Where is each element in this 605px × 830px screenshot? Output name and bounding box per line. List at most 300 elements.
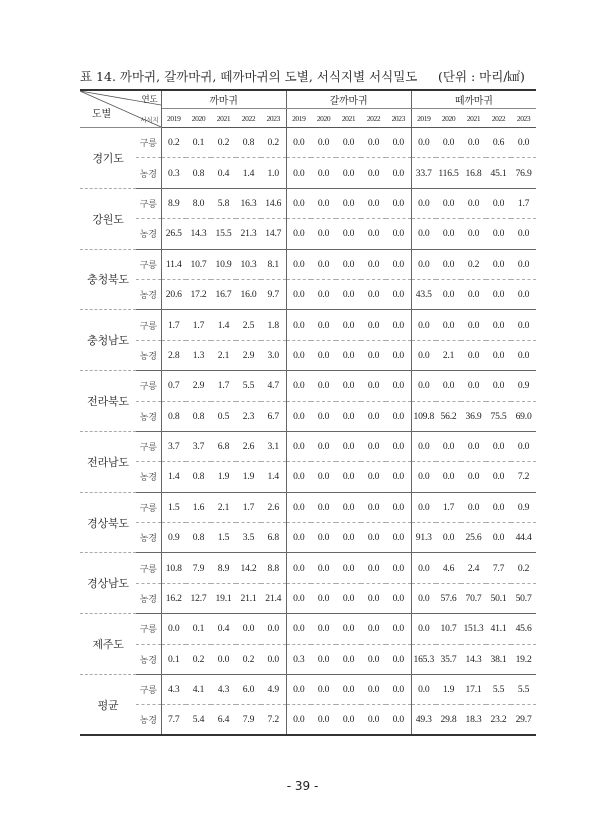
density-cell: 44.4 [511, 523, 536, 553]
density-cell: 0.0 [261, 644, 286, 674]
density-cell: 0.0 [336, 219, 361, 249]
density-cell: 5.8 [211, 188, 236, 218]
habitat-type: 농경 [136, 401, 161, 431]
density-cell: 0.0 [286, 614, 311, 644]
density-cell: 16.8 [461, 158, 486, 188]
habitat-type: 농경 [136, 279, 161, 309]
table-caption [80, 67, 540, 85]
region-name: 전라북도 [80, 371, 136, 432]
density-cell: 0.0 [361, 128, 386, 158]
table-row [80, 401, 536, 431]
density-cell: 0.0 [461, 188, 486, 218]
density-cell: 0.0 [311, 431, 336, 461]
density-cell: 0.0 [411, 462, 436, 492]
density-cell: 0.0 [386, 371, 411, 401]
density-cell: 0.0 [386, 705, 411, 735]
density-cell: 0.0 [361, 583, 386, 613]
density-cell: 0.0 [411, 583, 436, 613]
table-row [80, 431, 536, 461]
density-cell: 0.0 [386, 128, 411, 158]
density-cell: 2.5 [236, 310, 261, 340]
density-value-wrapped: 151.3 [463, 624, 484, 635]
density-cell: 1.0 [261, 158, 286, 188]
year-header: 2022 [361, 109, 386, 128]
density-cell: 0.0 [286, 371, 311, 401]
density-cell: 0.0 [336, 583, 361, 613]
density-cell: 0.0 [361, 401, 386, 431]
habitat-type: 구릉 [136, 614, 161, 644]
habitat-type: 농경 [136, 583, 161, 613]
density-cell: 57.6 [436, 583, 461, 613]
habitat-type: 농경 [136, 644, 161, 674]
density-cell: 4.6 [436, 553, 461, 583]
density-cell: 43.5 [411, 279, 436, 309]
density-cell: 0.0 [286, 462, 311, 492]
habitat-type: 구릉 [136, 553, 161, 583]
habitat-type: 농경 [136, 340, 161, 370]
density-cell: 0.1 [161, 644, 186, 674]
density-cell: 10.7 [436, 614, 461, 644]
density-cell: 0.0 [461, 462, 486, 492]
density-cell: 0.0 [236, 614, 261, 644]
year-header: 2023 [261, 109, 286, 128]
density-cell: 2.3 [236, 401, 261, 431]
table-row [80, 492, 536, 522]
density-cell: 0.0 [511, 219, 536, 249]
density-cell: 0.0 [386, 644, 411, 674]
density-cell: 16.0 [236, 279, 261, 309]
year-header: 2020 [186, 109, 211, 128]
density-cell: 0.0 [361, 644, 386, 674]
density-cell: 41.1 [486, 614, 511, 644]
year-header: 2021 [211, 109, 236, 128]
density-cell: 16.2 [161, 583, 186, 613]
density-cell: 0.3 [161, 158, 186, 188]
density-cell: 0.0 [361, 310, 386, 340]
year-header: 2019 [286, 109, 311, 128]
density-cell: 38.1 [486, 644, 511, 674]
density-cell: 0.0 [311, 675, 336, 705]
density-cell: 0.0 [286, 492, 311, 522]
habitat-type: 구릉 [136, 371, 161, 401]
density-cell: 17.2 [186, 279, 211, 309]
density-cell: 6.0 [236, 675, 261, 705]
density-cell: 0.0 [486, 523, 511, 553]
density-cell: 0.0 [411, 188, 436, 218]
table-row [80, 128, 536, 158]
density-cell: 0.0 [386, 675, 411, 705]
density-cell: 3.5 [236, 523, 261, 553]
density-cell: 0.0 [436, 371, 461, 401]
density-cell: 0.0 [361, 553, 386, 583]
density-cell: 1.9 [211, 462, 236, 492]
page-number: - 39 - [286, 779, 319, 793]
density-cell: 0.8 [161, 401, 186, 431]
density-cell: 0.0 [286, 158, 311, 188]
region-name: 강원도 [80, 188, 136, 249]
density-cell: 0.0 [336, 188, 361, 218]
density-cell: 8.8 [261, 553, 286, 583]
density-cell: 6.8 [261, 523, 286, 553]
density-cell: 0.0 [411, 675, 436, 705]
table-row [80, 249, 536, 279]
density-cell: 9.7 [261, 279, 286, 309]
habitat-type: 농경 [136, 462, 161, 492]
density-cell: 8.0 [186, 188, 211, 218]
density-cell: 0.0 [486, 188, 511, 218]
year-header: 2022 [486, 109, 511, 128]
density-cell: 0.0 [311, 371, 336, 401]
density-cell: 7.9 [186, 553, 211, 583]
density-cell: 33.7 [411, 158, 436, 188]
density-cell: 23.2 [486, 705, 511, 735]
density-cell: 1.4 [236, 158, 261, 188]
density-cell: 0.0 [386, 553, 411, 583]
density-cell: 1.6 [186, 492, 211, 522]
density-cell: 0.0 [336, 462, 361, 492]
density-cell: 0.0 [361, 462, 386, 492]
density-cell: 16.3 [236, 188, 261, 218]
density-cell: 16.7 [211, 279, 236, 309]
density-cell: 0.0 [486, 492, 511, 522]
density-cell: 7.9 [236, 705, 261, 735]
density-cell: 0.4 [211, 158, 236, 188]
density-cell: 0.0 [361, 492, 386, 522]
year-header: 2023 [386, 109, 411, 128]
density-cell: 3.1 [261, 431, 286, 461]
density-cell: 0.0 [336, 675, 361, 705]
density-cell: 21.1 [236, 583, 261, 613]
corner-header [80, 90, 161, 128]
group-header-rook: 떼까마귀 [411, 90, 536, 109]
region-name: 전라남도 [80, 431, 136, 492]
density-cell: 45.6 [511, 614, 536, 644]
density-cell: 8.9 [211, 553, 236, 583]
density-cell: 11.4 [161, 249, 186, 279]
density-cell: 0.0 [386, 583, 411, 613]
density-cell: 0.0 [386, 219, 411, 249]
density-cell: 0.2 [236, 644, 261, 674]
density-table [80, 89, 536, 736]
density-cell: 0.0 [336, 705, 361, 735]
habitat-type: 농경 [136, 523, 161, 553]
density-cell: 0.2 [511, 553, 536, 583]
year-header: 2021 [336, 109, 361, 128]
density-cell: 0.0 [461, 279, 486, 309]
density-cell: 12.7 [186, 583, 211, 613]
year-header: 2020 [311, 109, 336, 128]
table-row [80, 614, 536, 644]
density-cell: 0.0 [386, 492, 411, 522]
density-cell: 0.0 [411, 371, 436, 401]
density-cell: 0.0 [361, 705, 386, 735]
density-cell: 0.0 [311, 553, 336, 583]
table-row [80, 644, 536, 674]
density-cell: 0.0 [161, 614, 186, 644]
density-cell: 0.0 [211, 644, 236, 674]
density-cell: 20.6 [161, 279, 186, 309]
density-cell: 5.4 [186, 705, 211, 735]
region-name: 경상북도 [80, 492, 136, 553]
density-cell: 0.0 [461, 431, 486, 461]
density-cell: 1.4 [261, 462, 286, 492]
density-cell: 0.0 [286, 523, 311, 553]
density-cell: 0.0 [411, 128, 436, 158]
density-cell: 0.0 [436, 462, 461, 492]
density-cell: 0.0 [386, 158, 411, 188]
density-cell: 0.0 [286, 675, 311, 705]
density-cell: 0.0 [411, 249, 436, 279]
density-cell: 0.0 [311, 158, 336, 188]
density-cell: 0.8 [186, 462, 211, 492]
density-cell: 0.0 [311, 492, 336, 522]
density-cell: 0.0 [361, 219, 386, 249]
density-cell: 6.7 [261, 401, 286, 431]
habitat-type: 구릉 [136, 492, 161, 522]
density-cell: 18.3 [461, 705, 486, 735]
density-cell: 0.0 [336, 431, 361, 461]
table-row [80, 188, 536, 218]
density-cell: 0.4 [211, 614, 236, 644]
density-cell: 29.7 [511, 705, 536, 735]
density-cell: 1.3 [186, 340, 211, 370]
density-cell: 0.0 [336, 492, 361, 522]
table-body [80, 128, 536, 736]
density-cell: 0.8 [186, 401, 211, 431]
density-cell: 26.5 [161, 219, 186, 249]
density-cell: 1.7 [236, 492, 261, 522]
density-cell: 0.0 [361, 279, 386, 309]
density-cell: 7.7 [486, 553, 511, 583]
density-cell: 0.0 [286, 401, 311, 431]
density-cell: 3.0 [261, 340, 286, 370]
habitat-type: 구릉 [136, 188, 161, 218]
density-cell: 0.0 [486, 462, 511, 492]
density-cell: 0.0 [311, 401, 336, 431]
region-name: 경기도 [80, 128, 136, 189]
year-header: 2022 [236, 109, 261, 128]
table-row [80, 705, 536, 735]
density-cell: 0.2 [461, 249, 486, 279]
density-cell: 3.7 [186, 431, 211, 461]
density-cell: 7.7 [161, 705, 186, 735]
density-cell: 0.2 [186, 644, 211, 674]
density-cell: 0.2 [211, 128, 236, 158]
density-cell: 0.0 [311, 279, 336, 309]
density-cell: 10.3 [236, 249, 261, 279]
density-cell: 0.0 [511, 128, 536, 158]
density-cell: 8.1 [261, 249, 286, 279]
density-cell: 0.0 [311, 249, 336, 279]
density-cell: 165.3 [411, 644, 436, 674]
density-cell: 0.0 [311, 188, 336, 218]
table-row [80, 279, 536, 309]
density-cell: 2.1 [211, 492, 236, 522]
density-cell: 70.7 [461, 583, 486, 613]
corner-habitat-label: 서식지 [140, 117, 159, 124]
density-cell: 1.9 [436, 675, 461, 705]
density-cell: 0.0 [336, 553, 361, 583]
density-cell: 56.2 [436, 401, 461, 431]
density-cell: 116.5 [436, 158, 461, 188]
density-cell: 0.0 [311, 614, 336, 644]
density-cell: 0.0 [311, 462, 336, 492]
habitat-type: 농경 [136, 158, 161, 188]
density-cell: 0.0 [486, 249, 511, 279]
year-header: 2020 [436, 109, 461, 128]
density-cell: 0.0 [461, 310, 486, 340]
density-cell: 0.0 [361, 431, 386, 461]
density-cell: 0.0 [286, 340, 311, 370]
density-cell: 1.7 [186, 310, 211, 340]
density-cell: 4.3 [211, 675, 236, 705]
density-cell: 0.0 [286, 553, 311, 583]
density-cell: 6.8 [211, 431, 236, 461]
density-cell: 75.5 [486, 401, 511, 431]
density-cell: 0.0 [461, 492, 486, 522]
density-cell: 5.5 [236, 371, 261, 401]
density-cell: 1.7 [211, 371, 236, 401]
density-cell: 0.0 [336, 371, 361, 401]
density-cell: 0.0 [286, 128, 311, 158]
density-cell: 0.0 [311, 523, 336, 553]
density-cell: 1.5 [161, 492, 186, 522]
density-cell: 0.8 [186, 523, 211, 553]
density-cell: 0.0 [486, 340, 511, 370]
density-cell: 0.0 [511, 249, 536, 279]
region-name: 제주도 [80, 614, 136, 675]
density-cell: 2.1 [436, 340, 461, 370]
density-cell: 0.0 [386, 614, 411, 644]
density-cell: 0.0 [336, 401, 361, 431]
density-cell: 0.0 [361, 675, 386, 705]
density-cell: 2.9 [186, 371, 211, 401]
density-cell: 5.5 [511, 675, 536, 705]
density-cell: 14.7 [261, 219, 286, 249]
density-cell: 14.2 [236, 553, 261, 583]
density-cell: 0.0 [411, 553, 436, 583]
density-cell: 0.0 [411, 614, 436, 644]
density-cell: 0.0 [286, 219, 311, 249]
density-cell: 35.7 [436, 644, 461, 674]
density-cell: 0.0 [486, 310, 511, 340]
density-cell: 36.9 [461, 401, 486, 431]
density-cell: 0.0 [411, 340, 436, 370]
table-row [80, 371, 536, 401]
density-cell: 0.0 [411, 431, 436, 461]
density-cell: 0.0 [336, 523, 361, 553]
density-cell: 0.9 [511, 371, 536, 401]
density-cell: 0.0 [361, 371, 386, 401]
density-cell: 0.0 [286, 188, 311, 218]
density-cell: 1.4 [161, 462, 186, 492]
density-cell: 0.0 [386, 249, 411, 279]
density-cell: 2.6 [236, 431, 261, 461]
density-cell: 0.9 [511, 492, 536, 522]
density-cell: 0.0 [461, 128, 486, 158]
density-cell: 1.7 [436, 492, 461, 522]
region-name: 평균 [80, 675, 136, 736]
density-cell: 0.0 [286, 310, 311, 340]
year-header: 2021 [461, 109, 486, 128]
year-header: 2023 [511, 109, 536, 128]
density-cell: 0.0 [386, 340, 411, 370]
density-cell: 0.0 [336, 310, 361, 340]
table-row [80, 310, 536, 340]
density-cell: 0.0 [461, 371, 486, 401]
habitat-type: 농경 [136, 705, 161, 735]
density-cell: 6.4 [211, 705, 236, 735]
table-row [80, 583, 536, 613]
table-row [80, 675, 536, 705]
density-cell: 2.8 [161, 340, 186, 370]
density-cell: 0.0 [336, 158, 361, 188]
table-row [80, 553, 536, 583]
density-cell: 0.0 [311, 705, 336, 735]
density-cell: 21.3 [236, 219, 261, 249]
density-cell: 4.3 [161, 675, 186, 705]
density-cell: 0.0 [286, 583, 311, 613]
density-cell: 91.3 [411, 523, 436, 553]
density-cell: 0.1 [186, 128, 211, 158]
density-cell [461, 614, 486, 644]
table-row [80, 523, 536, 553]
density-cell: 4.7 [261, 371, 286, 401]
density-cell: 0.0 [336, 614, 361, 644]
density-cell: 19.2 [511, 644, 536, 674]
density-cell: 0.0 [361, 523, 386, 553]
density-cell: 0.0 [336, 340, 361, 370]
density-cell: 0.0 [486, 279, 511, 309]
density-cell: 76.9 [511, 158, 536, 188]
density-cell: 0.0 [286, 431, 311, 461]
density-cell: 0.7 [161, 371, 186, 401]
density-cell: 0.0 [361, 614, 386, 644]
density-cell: 0.0 [411, 492, 436, 522]
density-cell: 10.8 [161, 553, 186, 583]
density-cell: 0.0 [311, 128, 336, 158]
density-cell: 0.0 [311, 644, 336, 674]
density-cell: 4.9 [261, 675, 286, 705]
density-cell: 0.0 [436, 431, 461, 461]
density-cell: 0.3 [286, 644, 311, 674]
habitat-type: 구릉 [136, 128, 161, 158]
density-cell: 0.0 [386, 310, 411, 340]
density-cell: 50.1 [486, 583, 511, 613]
density-cell: 5.5 [486, 675, 511, 705]
year-header: 2019 [411, 109, 436, 128]
density-cell: 0.0 [436, 219, 461, 249]
region-name: 충청남도 [80, 310, 136, 371]
density-cell: 7.2 [261, 705, 286, 735]
density-cell: 1.7 [511, 188, 536, 218]
table-row [80, 462, 536, 492]
habitat-type: 구릉 [136, 249, 161, 279]
density-cell: 0.0 [511, 340, 536, 370]
density-cell: 0.0 [436, 523, 461, 553]
density-cell: 0.0 [436, 310, 461, 340]
density-cell: 0.0 [386, 279, 411, 309]
density-cell: 0.0 [386, 431, 411, 461]
density-cell: 0.0 [461, 219, 486, 249]
density-cell: 1.8 [261, 310, 286, 340]
density-cell: 14.6 [261, 188, 286, 218]
density-cell: 0.0 [436, 188, 461, 218]
density-cell: 21.4 [261, 583, 286, 613]
density-cell: 0.0 [511, 279, 536, 309]
density-cell: 7.2 [511, 462, 536, 492]
density-cell: 15.5 [211, 219, 236, 249]
